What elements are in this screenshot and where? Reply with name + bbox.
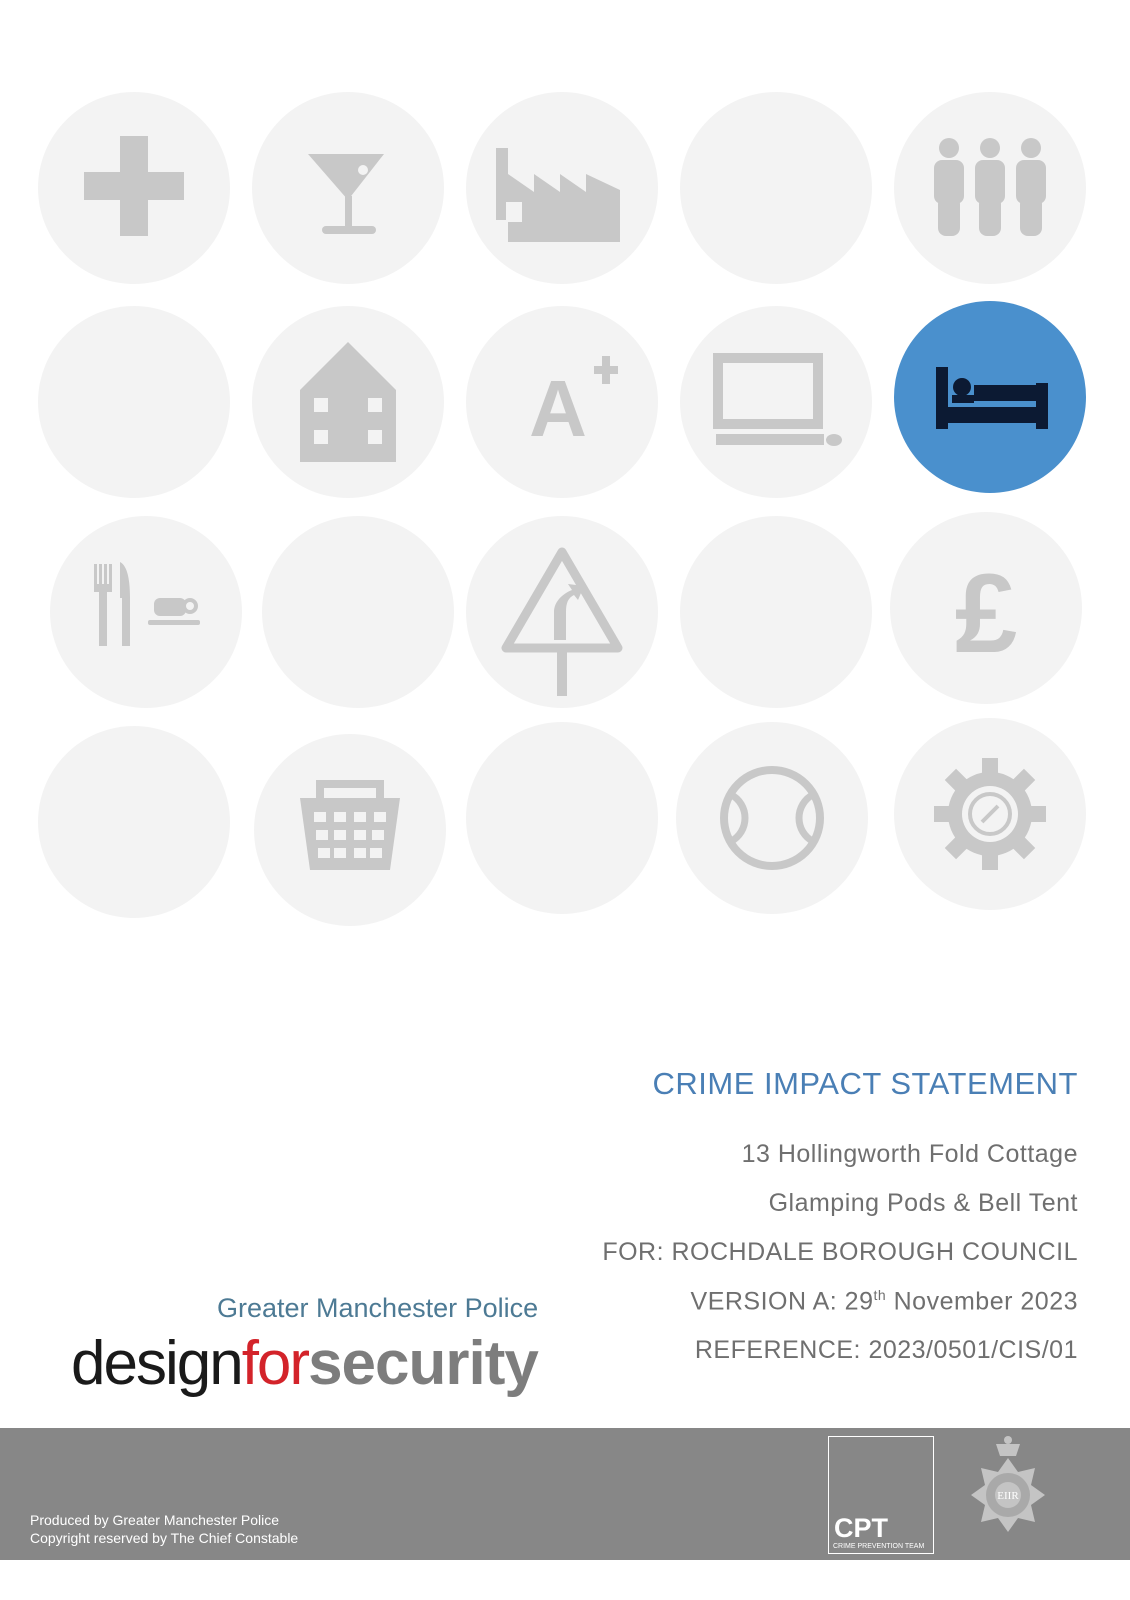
blank-icon — [38, 306, 230, 498]
document-title: CRIME IMPACT STATEMENT — [652, 1066, 1078, 1101]
pound-sign-icon — [890, 512, 1082, 704]
logo-word-design: design — [71, 1329, 242, 1398]
subject-line: Glamping Pods & Bell Tent — [768, 1189, 1078, 1217]
version-suffix: November 2023 — [886, 1287, 1078, 1316]
footer-credits — [30, 1511, 298, 1547]
blank-icon — [262, 516, 454, 708]
cpt-logo — [828, 1436, 934, 1554]
reference-line: REFERENCE: 2023/0501/CIS/01 — [694, 1336, 1078, 1364]
road-sign-icon — [466, 516, 658, 708]
footer-bar — [0, 1428, 1130, 1560]
cocktail-glass-icon — [252, 92, 444, 284]
footer-line-copyright: Copyright reserved by The Chief Constable — [30, 1530, 299, 1546]
blank-icon — [680, 92, 872, 284]
svg-text:£: £ — [954, 551, 1018, 676]
bed-icon — [894, 301, 1086, 493]
logo-word-for: for — [241, 1329, 309, 1398]
gear-icon — [894, 718, 1086, 910]
footer-line-produced: Produced by Greater Manchester Police — [30, 1512, 280, 1528]
fork-knife-cup-icon — [50, 516, 242, 708]
house-icon — [252, 306, 444, 498]
tennis-ball-icon — [676, 722, 868, 914]
blank-icon — [466, 722, 658, 914]
svg-text:A: A — [529, 364, 587, 453]
people-group-icon — [894, 92, 1086, 284]
version-prefix: VERSION A: 29 — [690, 1287, 874, 1316]
shopping-basket-icon — [254, 734, 446, 926]
version-ordinal: th — [873, 1287, 887, 1303]
design-for-security-logo — [71, 1329, 538, 1398]
a-plus-grade-icon — [466, 306, 658, 498]
version-line — [691, 1287, 1078, 1316]
client-line: FOR: ROCHDALE BOROUGH COUNCIL — [602, 1238, 1078, 1266]
address-line: 13 Hollingworth Fold Cottage — [741, 1140, 1078, 1168]
svg-text:EIIR: EIIR — [997, 1490, 1019, 1502]
cpt-full-name: CRIME PREVENTION TEAM — [833, 1543, 925, 1550]
factory-icon — [466, 92, 658, 284]
computer-icon — [680, 306, 872, 498]
logo-word-security: security — [308, 1329, 538, 1398]
gmp-org-name: Greater Manchester Police — [217, 1293, 539, 1323]
blank-icon — [680, 516, 872, 708]
first-aid-cross-icon — [38, 92, 230, 284]
cpt-abbreviation: CPT — [834, 1513, 888, 1543]
blank-icon — [38, 726, 230, 918]
gmp-badge-icon — [958, 1434, 1058, 1554]
